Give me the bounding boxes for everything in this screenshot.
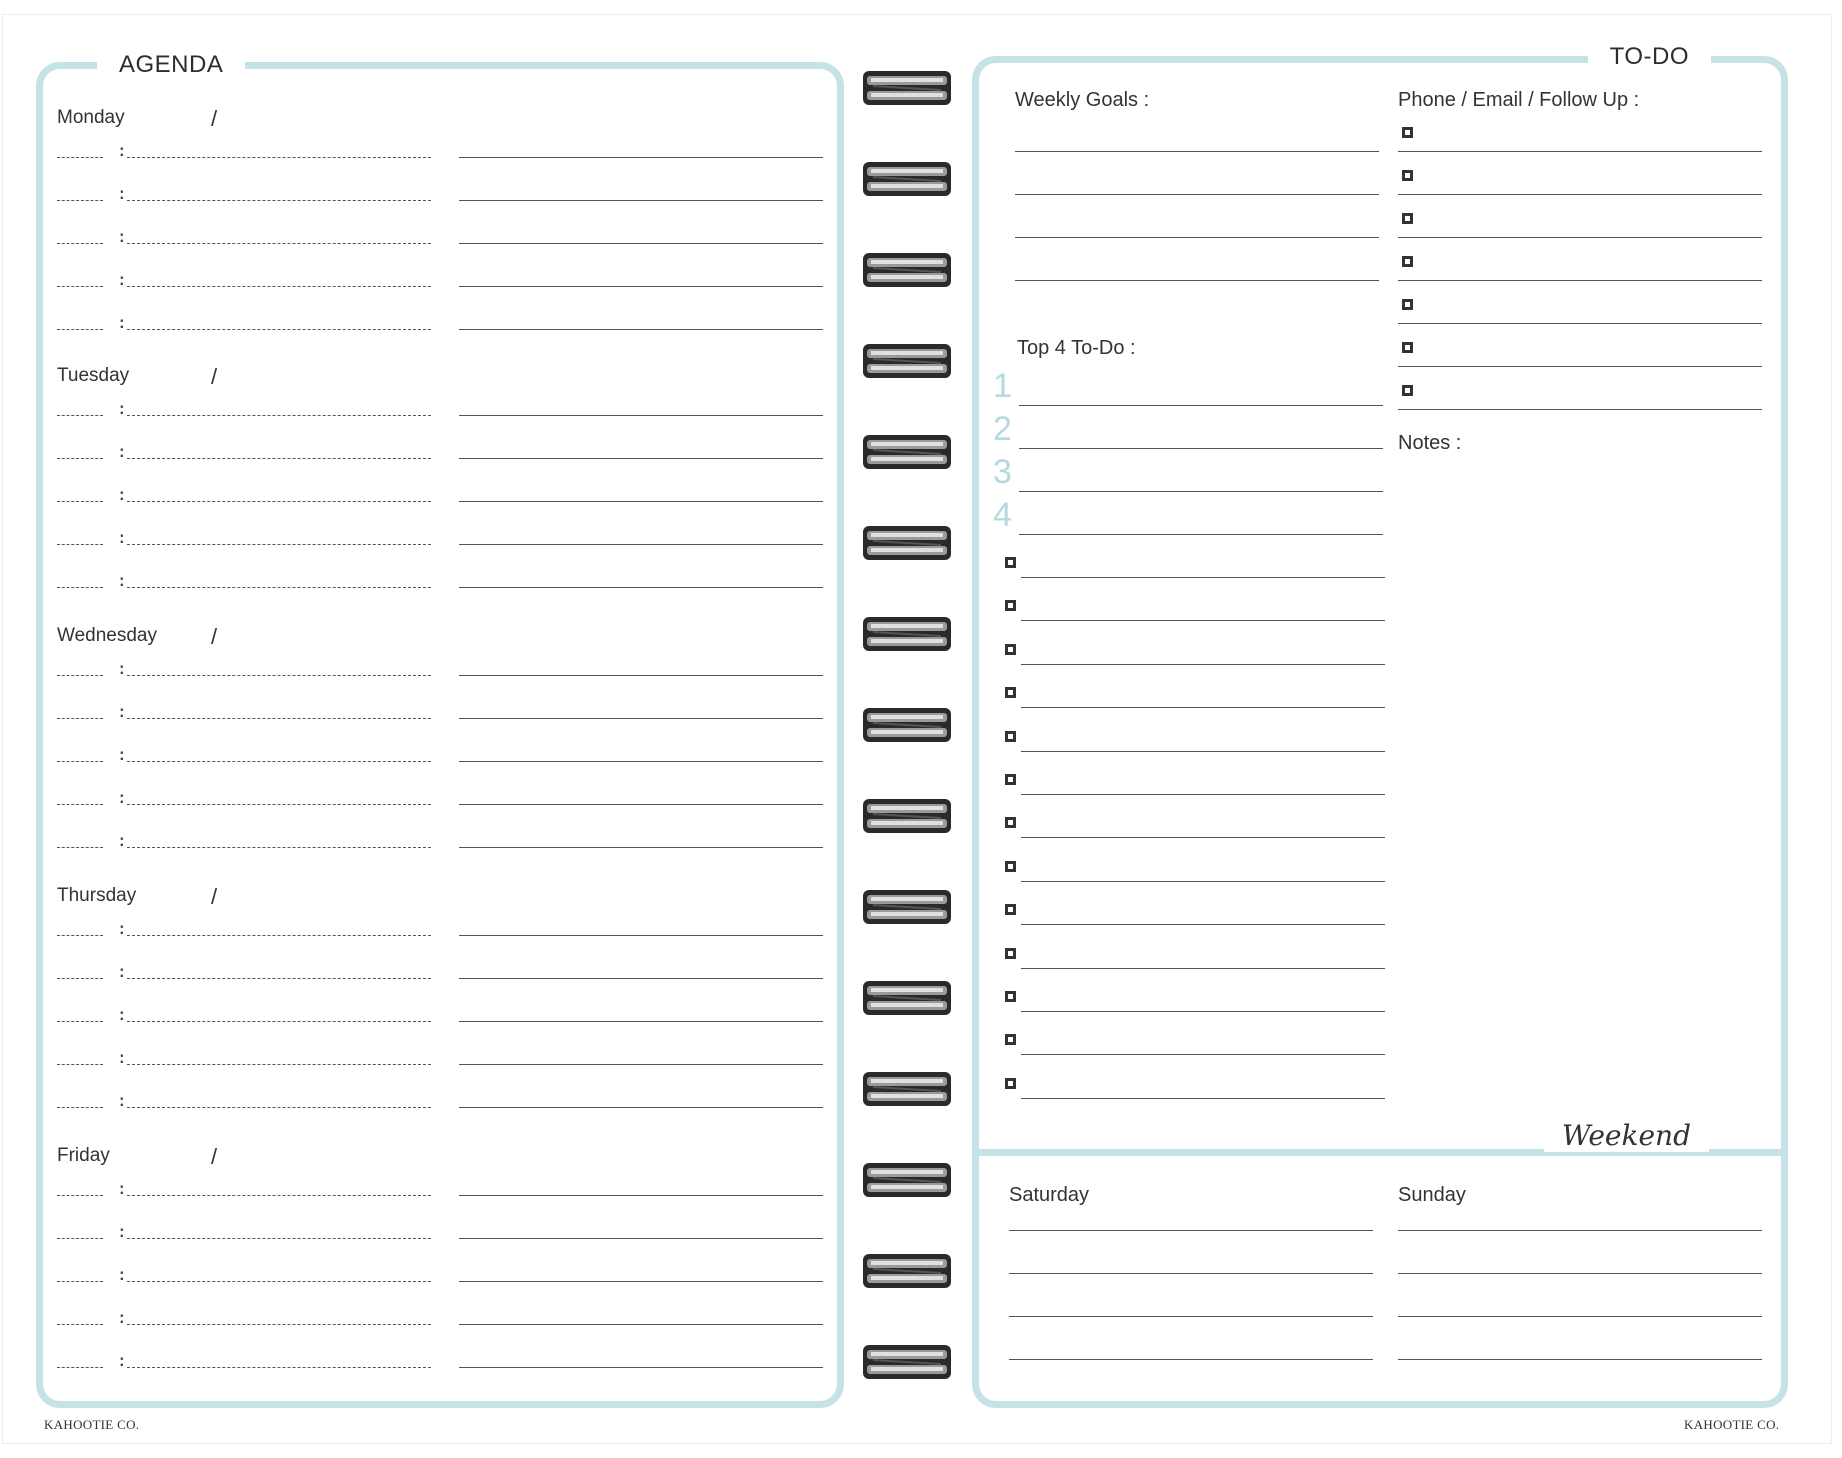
checkbox-icon — [1005, 861, 1016, 872]
minute-line — [127, 200, 431, 201]
todo-line — [1021, 924, 1385, 925]
agenda-line — [459, 847, 823, 848]
time-colon: : — [117, 1224, 126, 1242]
agenda-line — [459, 1324, 823, 1325]
hour-blank — [57, 1324, 103, 1325]
weekly-goal-line — [1015, 194, 1379, 195]
checkbox-icon — [1005, 1034, 1016, 1045]
time-colon: : — [117, 401, 126, 419]
weekly-goals-label: Weekly Goals : — [1015, 89, 1150, 111]
todo-line — [1021, 707, 1385, 708]
spiral-ring — [861, 1069, 953, 1109]
checkbox-icon — [1005, 774, 1016, 785]
time-colon: : — [117, 790, 126, 808]
time-colon: : — [117, 143, 126, 161]
top4-number: 4 — [993, 496, 1012, 534]
time-colon: : — [117, 747, 126, 765]
spiral-ring — [861, 432, 953, 472]
minute-line — [127, 286, 431, 287]
agenda-line — [459, 243, 823, 244]
spiral-ring — [861, 614, 953, 654]
spiral-ring — [861, 1251, 953, 1291]
agenda-line — [459, 761, 823, 762]
follow-up-line — [1398, 280, 1762, 281]
checkbox-icon — [1402, 213, 1413, 224]
agenda-line — [459, 718, 823, 719]
agenda-line — [459, 1195, 823, 1196]
minute-line — [127, 243, 431, 244]
checkbox-icon — [1402, 170, 1413, 181]
checkbox-icon — [1402, 299, 1413, 310]
date-slash: / — [211, 106, 218, 131]
agenda-line — [459, 157, 823, 158]
weekly-goal-line — [1015, 151, 1379, 152]
top4-line — [1019, 491, 1383, 492]
time-colon: : — [117, 661, 126, 679]
todo-line — [1021, 577, 1385, 578]
follow-up-label: Phone / Email / Follow Up : — [1398, 89, 1640, 111]
hour-blank — [57, 243, 103, 244]
hour-blank — [57, 200, 103, 201]
hour-blank — [57, 544, 103, 545]
agenda-line — [459, 587, 823, 588]
top4-number: 1 — [993, 367, 1012, 405]
spiral-ring — [861, 250, 953, 290]
hour-blank — [57, 1064, 103, 1065]
hour-blank — [57, 157, 103, 158]
agenda-line — [459, 804, 823, 805]
minute-line — [127, 1064, 431, 1065]
time-colon: : — [117, 1310, 126, 1328]
minute-line — [127, 1324, 431, 1325]
day-label: Friday — [57, 1145, 110, 1166]
checkbox-icon — [1005, 991, 1016, 1002]
time-colon: : — [117, 1353, 126, 1371]
agenda-line — [459, 458, 823, 459]
minute-line — [127, 1195, 431, 1196]
spiral-ring — [861, 705, 953, 745]
hour-blank — [57, 1195, 103, 1196]
time-colon: : — [117, 315, 126, 333]
agenda-title: AGENDA — [97, 51, 245, 79]
time-colon: : — [117, 1267, 126, 1285]
todo-line — [1021, 751, 1385, 752]
time-colon: : — [117, 487, 126, 505]
todo-panel — [972, 43, 1788, 1408]
spiral-ring — [861, 159, 953, 199]
agenda-line — [459, 501, 823, 502]
time-colon: : — [117, 272, 126, 290]
hour-blank — [57, 675, 103, 676]
sunday-line — [1398, 1316, 1762, 1317]
top4-label: Top 4 To-Do : — [1017, 337, 1136, 359]
checkbox-icon — [1402, 385, 1413, 396]
minute-line — [127, 1367, 431, 1368]
spiral-ring — [861, 523, 953, 563]
time-colon: : — [117, 833, 126, 851]
agenda-line — [459, 415, 823, 416]
saturday-line — [1009, 1359, 1373, 1360]
footer-brand-left: KAHOOTIE CO. — [44, 1417, 140, 1432]
top4-number: 3 — [993, 453, 1012, 491]
spiral-ring — [861, 796, 953, 836]
time-colon: : — [117, 1007, 126, 1025]
todo-line — [1021, 1054, 1385, 1055]
notes-label: Notes : — [1398, 432, 1462, 454]
hour-blank — [57, 1281, 103, 1282]
spiral-ring — [861, 1160, 953, 1200]
minute-line — [127, 587, 431, 588]
minute-line — [127, 458, 431, 459]
hour-blank — [57, 286, 103, 287]
checkbox-icon — [1402, 127, 1413, 138]
top4-line — [1019, 534, 1383, 535]
follow-up-line — [1398, 151, 1762, 152]
minute-line — [127, 935, 431, 936]
time-colon: : — [117, 530, 126, 548]
footer-brand-right: KAHOOTIE CO. — [1684, 1417, 1780, 1432]
agenda-line — [459, 1238, 823, 1239]
day-label: Tuesday — [57, 365, 130, 386]
hour-blank — [57, 458, 103, 459]
hour-blank — [57, 587, 103, 588]
hour-blank — [57, 761, 103, 762]
agenda-line — [459, 935, 823, 936]
checkbox-icon — [1005, 644, 1016, 655]
time-colon: : — [117, 1093, 126, 1111]
top4-line — [1019, 448, 1383, 449]
todo-line — [1021, 881, 1385, 882]
date-slash: / — [211, 1144, 218, 1169]
day-label: Wednesday — [57, 625, 157, 646]
time-colon: : — [117, 1181, 126, 1199]
date-slash: / — [211, 364, 218, 389]
weekly-goal-line — [1015, 280, 1379, 281]
minute-line — [127, 978, 431, 979]
spiral-binding — [853, 60, 961, 1410]
time-colon: : — [117, 573, 126, 591]
minute-line — [127, 1281, 431, 1282]
spiral-ring — [861, 887, 953, 927]
hour-blank — [57, 718, 103, 719]
saturday-label: Saturday — [1009, 1184, 1090, 1206]
weekly-goal-line — [1015, 237, 1379, 238]
minute-line — [127, 544, 431, 545]
minute-line — [127, 761, 431, 762]
minute-line — [127, 675, 431, 676]
agenda-line — [459, 1064, 823, 1065]
minute-line — [127, 1021, 431, 1022]
todo-line — [1021, 620, 1385, 621]
hour-blank — [57, 329, 103, 330]
agenda-line — [459, 978, 823, 979]
todo-line — [1021, 1098, 1385, 1099]
agenda-line — [459, 544, 823, 545]
minute-line — [127, 804, 431, 805]
agenda-line — [459, 1281, 823, 1282]
todo-line — [1021, 1011, 1385, 1012]
hour-blank — [57, 847, 103, 848]
checkbox-icon — [1005, 687, 1016, 698]
agenda-line — [459, 1021, 823, 1022]
spiral-ring — [861, 978, 953, 1018]
minute-line — [127, 415, 431, 416]
hour-blank — [57, 935, 103, 936]
todo-line — [1021, 794, 1385, 795]
follow-up-line — [1398, 366, 1762, 367]
minute-line — [127, 329, 431, 330]
weekend-title: Weekend — [1544, 1119, 1709, 1152]
spiral-ring — [861, 1342, 953, 1382]
minute-line — [127, 501, 431, 502]
day-label: Monday — [57, 107, 125, 128]
agenda-line — [459, 1107, 823, 1108]
minute-line — [127, 847, 431, 848]
follow-up-line — [1398, 409, 1762, 410]
checkbox-icon — [1005, 600, 1016, 611]
checkbox-icon — [1005, 904, 1016, 915]
agenda-line — [459, 200, 823, 201]
agenda-line — [459, 329, 823, 330]
saturday-line — [1009, 1316, 1373, 1317]
checkbox-icon — [1005, 557, 1016, 568]
hour-blank — [57, 1021, 103, 1022]
saturday-line — [1009, 1230, 1373, 1231]
sunday-line — [1398, 1359, 1762, 1360]
time-colon: : — [117, 921, 126, 939]
checkbox-icon — [1402, 256, 1413, 267]
sunday-label: Sunday — [1398, 1184, 1466, 1206]
checkbox-icon — [1005, 948, 1016, 959]
checkbox-icon — [1005, 817, 1016, 828]
time-colon: : — [117, 186, 126, 204]
time-colon: : — [117, 704, 126, 722]
hour-blank — [57, 1107, 103, 1108]
top4-line — [1019, 405, 1383, 406]
todo-line — [1021, 968, 1385, 969]
hour-blank — [57, 804, 103, 805]
minute-line — [127, 718, 431, 719]
spiral-ring — [861, 341, 953, 381]
agenda-panel — [36, 51, 844, 1408]
checkbox-icon — [1402, 342, 1413, 353]
agenda-line — [459, 1367, 823, 1368]
minute-line — [127, 157, 431, 158]
time-colon: : — [117, 964, 126, 982]
time-colon: : — [117, 1050, 126, 1068]
follow-up-line — [1398, 323, 1762, 324]
todo-title: TO-DO — [1588, 43, 1711, 71]
minute-line — [127, 1238, 431, 1239]
date-slash: / — [211, 624, 218, 649]
time-colon: : — [117, 229, 126, 247]
hour-blank — [57, 978, 103, 979]
follow-up-line — [1398, 194, 1762, 195]
saturday-line — [1009, 1273, 1373, 1274]
sunday-line — [1398, 1230, 1762, 1231]
date-slash: / — [211, 884, 218, 909]
todo-line — [1021, 837, 1385, 838]
checkbox-icon — [1005, 1078, 1016, 1089]
checkbox-icon — [1005, 731, 1016, 742]
sunday-line — [1398, 1273, 1762, 1274]
agenda-line — [459, 286, 823, 287]
minute-line — [127, 1107, 431, 1108]
follow-up-line — [1398, 237, 1762, 238]
hour-blank — [57, 415, 103, 416]
spiral-ring — [861, 68, 953, 108]
hour-blank — [57, 1238, 103, 1239]
hour-blank — [57, 501, 103, 502]
hour-blank — [57, 1367, 103, 1368]
day-label: Thursday — [57, 885, 137, 906]
agenda-line — [459, 675, 823, 676]
top4-number: 2 — [993, 410, 1012, 448]
time-colon: : — [117, 444, 126, 462]
todo-line — [1021, 664, 1385, 665]
